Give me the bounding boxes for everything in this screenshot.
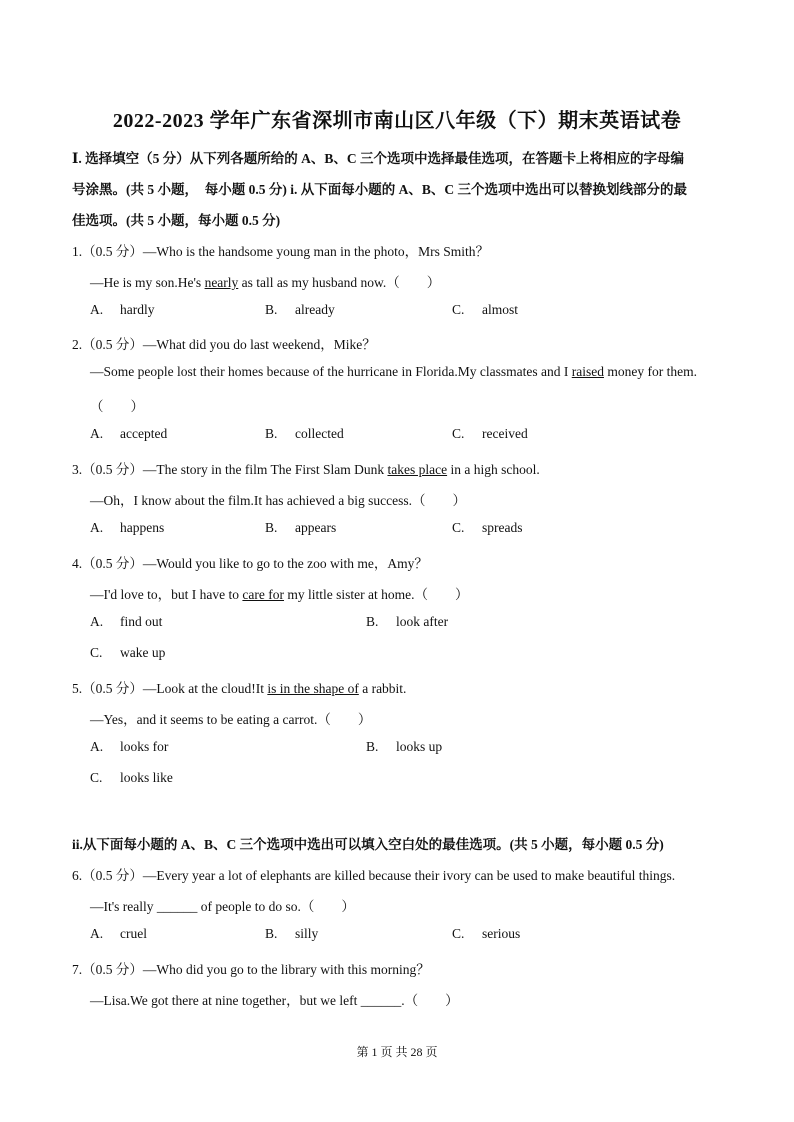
q1-reply-pre: —He is my son.He's <box>90 275 205 290</box>
q5-option-b <box>366 739 442 755</box>
option-text: cruel <box>120 926 147 941</box>
option-text: collected <box>295 426 344 441</box>
q2-reply-post: money for them. <box>603 364 697 379</box>
q4-underlined: care for <box>242 587 284 602</box>
option-letter: C. <box>452 926 465 941</box>
q3-option-a <box>90 520 164 536</box>
option-text: happens <box>120 520 165 535</box>
q2-option-b <box>265 426 344 442</box>
section1-line2: 号涂黑。(共 5 小题， 每小题 0.5 分) i. 从下面每小题的 A、B、C 三个选项中选出可以替换划线部分的最 <box>72 182 687 197</box>
q5-stem-pre: 5.（0.5 分）—Look at the cloud!It <box>72 681 268 696</box>
q5-stem-post: a rabbit. <box>358 681 407 696</box>
option-letter: B. <box>265 926 278 941</box>
q3-underlined: takes place <box>387 462 448 477</box>
q3-option-c <box>452 520 523 536</box>
q1-option-b <box>265 302 335 318</box>
option-text: received <box>482 426 528 441</box>
q1-reply-post: as tall as my husband now.（ ） <box>238 275 441 290</box>
q7-stem: 7.（0.5 分）—Who did you go to the library with this morning？ <box>72 962 430 977</box>
option-text: find out <box>120 614 163 629</box>
q5-option-a <box>90 739 168 755</box>
q5-stem <box>72 677 406 697</box>
q2-underlined: raised <box>571 364 604 379</box>
option-letter: C. <box>90 770 103 785</box>
q4-option-a <box>90 614 162 630</box>
option-letter: B. <box>265 302 278 317</box>
option-letter: B. <box>265 520 278 535</box>
q4-reply <box>90 583 468 603</box>
q5-option-c <box>90 770 173 786</box>
q1-underlined: nearly <box>204 275 239 290</box>
q2-option-c <box>452 426 528 442</box>
option-text: already <box>295 302 335 317</box>
q3-reply: —Oh，I know about the film.It has achieved a big success.（ ） <box>90 493 467 508</box>
q2-reply-pre: —Some people lost their homes because of the hurricane in Florida.My classmates and I <box>90 364 572 379</box>
option-letter: A. <box>90 926 104 941</box>
q1-stem: 1.（0.5 分）—Who is the handsome young man in the photo，Mrs Smith？ <box>72 244 489 259</box>
q6-option-c <box>452 926 520 942</box>
option-letter: C. <box>452 302 465 317</box>
option-text: look after <box>396 614 449 629</box>
option-text: accepted <box>120 426 168 441</box>
option-text: looks like <box>120 770 173 785</box>
option-text: hardly <box>120 302 155 317</box>
option-text: appears <box>295 520 337 535</box>
q4-option-c <box>90 645 165 661</box>
page-footer: 第 1 页 共 28 页 <box>356 1045 438 1059</box>
q6-stem: 6.（0.5 分）—Every year a lot of elephants are killed because their ivory can be used to make beautiful things. <box>72 868 676 883</box>
q4-stem: 4.（0.5 分）—Would you like to go to the zoo with me，Amy？ <box>72 556 428 571</box>
q6-option-a <box>90 926 147 942</box>
option-letter: B. <box>366 739 379 754</box>
q6-option-b <box>265 926 318 942</box>
option-text: looks for <box>120 739 169 754</box>
q2-option-a <box>90 426 167 442</box>
option-text: almost <box>482 302 518 317</box>
q1-option-a <box>90 302 155 318</box>
q2-stem: 2.（0.5 分）—What did you do last weekend，Mike？ <box>72 337 376 352</box>
q4-reply-post: my little sister at home.（ ） <box>284 587 469 602</box>
q1-reply <box>90 271 440 291</box>
section1-line1: Ⅰ. 选择填空（5 分）从下列各题所给的 A、B、C 三个选项中选择最佳选项，在答题卡上将相应的字母编 <box>72 151 684 166</box>
option-letter: B. <box>265 426 278 441</box>
q6-reply: —It's really ______ of people to do so.（ ） <box>90 899 355 914</box>
page-title: 2022-2023 学年广东省深圳市南山区八年级（下）期末英语试卷 <box>112 110 682 132</box>
q2-reply <box>90 364 697 380</box>
q3-stem <box>72 458 540 478</box>
q3-stem-pre: 3.（0.5 分）—The story in the film The First Slam Dunk <box>72 462 388 477</box>
option-letter: C. <box>452 426 465 441</box>
option-text: silly <box>295 926 319 941</box>
q2-paren: （ ） <box>90 399 144 414</box>
q4-reply-pre: —I'd love to，but I have to <box>90 587 243 602</box>
option-letter: A. <box>90 426 104 441</box>
q7-reply: —Lisa.We got there at nine together，but we left ______.（ ） <box>90 993 459 1008</box>
option-letter: C. <box>452 520 465 535</box>
section2-heading: ii.从下面每小题的 A、B、C 三个选项中选出可以填入空白处的最佳选项。(共 5 小题，每小题 0.5 分) <box>72 837 664 852</box>
option-letter: A. <box>90 302 104 317</box>
q3-stem-post: in a high school. <box>447 462 540 477</box>
q5-underlined: is in the shape of <box>267 681 359 696</box>
option-letter: A. <box>90 614 104 629</box>
option-letter: C. <box>90 645 103 660</box>
option-letter: B. <box>366 614 379 629</box>
q1-option-c <box>452 302 518 318</box>
option-text: looks up <box>396 739 443 754</box>
option-text: serious <box>482 926 521 941</box>
option-text: spreads <box>482 520 523 535</box>
q4-option-b <box>366 614 448 630</box>
q5-reply: —Yes，and it seems to be eating a carrot.（ ） <box>90 712 372 727</box>
option-text: wake up <box>120 645 166 660</box>
q3-option-b <box>265 520 336 536</box>
option-letter: A. <box>90 739 104 754</box>
section1-line3: 佳选项。(共 5 小题，每小题 0.5 分) <box>72 213 281 228</box>
option-letter: A. <box>90 520 104 535</box>
